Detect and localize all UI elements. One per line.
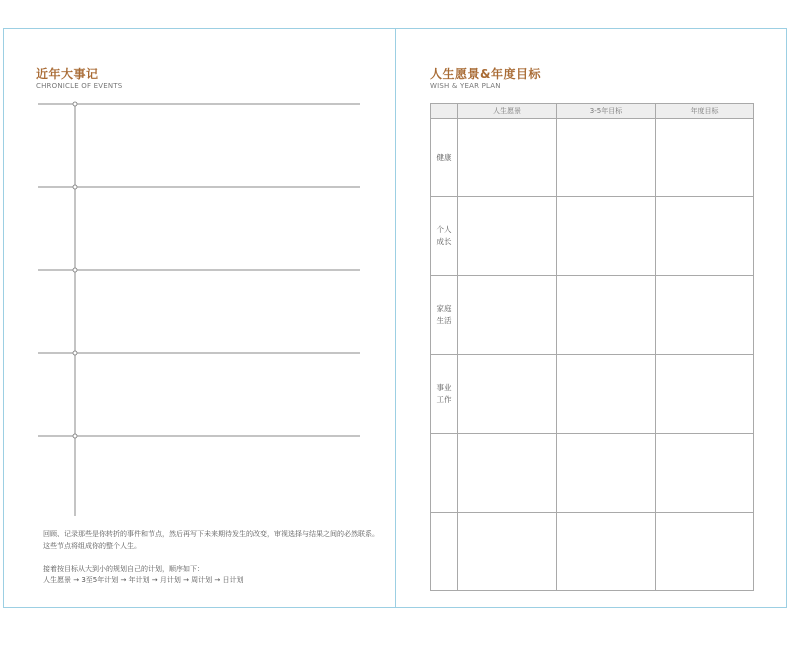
timeline-node xyxy=(73,434,77,438)
wish-plan-table xyxy=(430,103,754,591)
timeline-node xyxy=(73,102,77,106)
row-label: 健康 xyxy=(431,119,458,197)
instruction-text: 回顾、记录那些是你转折的事件和节点，然后再写下未来期待发生的改变，审视选择与结果之间的必然联系。 xyxy=(43,530,379,538)
table-row xyxy=(431,197,754,276)
instruction-text: 接着按目标从大到小的规划自己的计划，顺序如下： xyxy=(43,565,204,573)
writing-cell[interactable] xyxy=(458,513,557,591)
writing-cell[interactable] xyxy=(656,197,754,276)
timeline-node xyxy=(73,185,77,189)
writing-cell[interactable] xyxy=(458,119,557,197)
column-header-3-5-year: 3-5年目标 xyxy=(557,104,656,119)
table-header-row xyxy=(431,104,754,119)
events-timeline xyxy=(3,28,395,608)
table-row xyxy=(431,276,754,355)
writing-cell[interactable] xyxy=(458,355,557,434)
page-subtitle: WISH & YEAR PLAN xyxy=(430,82,501,90)
timeline-node xyxy=(73,268,77,272)
writing-cell[interactable] xyxy=(656,276,754,355)
plan-sequence-text: 人生愿景 → 3至5年计划 → 年计划 → 月计划 → 周计划 → 日计划 xyxy=(43,576,244,584)
page-title: 近年大事记 xyxy=(36,67,99,81)
writing-cell[interactable] xyxy=(557,119,656,197)
writing-cell[interactable] xyxy=(458,276,557,355)
instruction-text: 这些节点将组成你的整个人生。 xyxy=(43,542,141,550)
page-subtitle: CHRONICLE OF EVENTS xyxy=(36,82,123,90)
writing-cell[interactable] xyxy=(656,119,754,197)
row-label: 家庭 生活 xyxy=(431,276,458,355)
writing-cell[interactable] xyxy=(458,197,557,276)
column-header-annual: 年度目标 xyxy=(656,104,754,119)
row-label: 事业 工作 xyxy=(431,355,458,434)
timeline-node xyxy=(73,351,77,355)
right-page xyxy=(396,28,787,608)
table-row xyxy=(431,434,754,513)
writing-cell[interactable] xyxy=(656,513,754,591)
writing-cell[interactable] xyxy=(557,197,656,276)
page-title: 人生愿景&年度目标 xyxy=(430,67,541,81)
writing-cell[interactable] xyxy=(656,355,754,434)
writing-cell[interactable] xyxy=(557,434,656,513)
left-page xyxy=(3,28,395,608)
table-row xyxy=(431,513,754,591)
table-row xyxy=(431,119,754,197)
writing-cell[interactable] xyxy=(557,276,656,355)
column-header-vision: 人生愿景 xyxy=(458,104,557,119)
writing-cell[interactable] xyxy=(656,434,754,513)
row-label xyxy=(431,513,458,591)
row-label xyxy=(431,434,458,513)
row-label: 个人 成长 xyxy=(431,197,458,276)
writing-cell[interactable] xyxy=(557,355,656,434)
writing-cell[interactable] xyxy=(557,513,656,591)
table-row xyxy=(431,355,754,434)
column-header xyxy=(431,104,458,119)
writing-cell[interactable] xyxy=(458,434,557,513)
